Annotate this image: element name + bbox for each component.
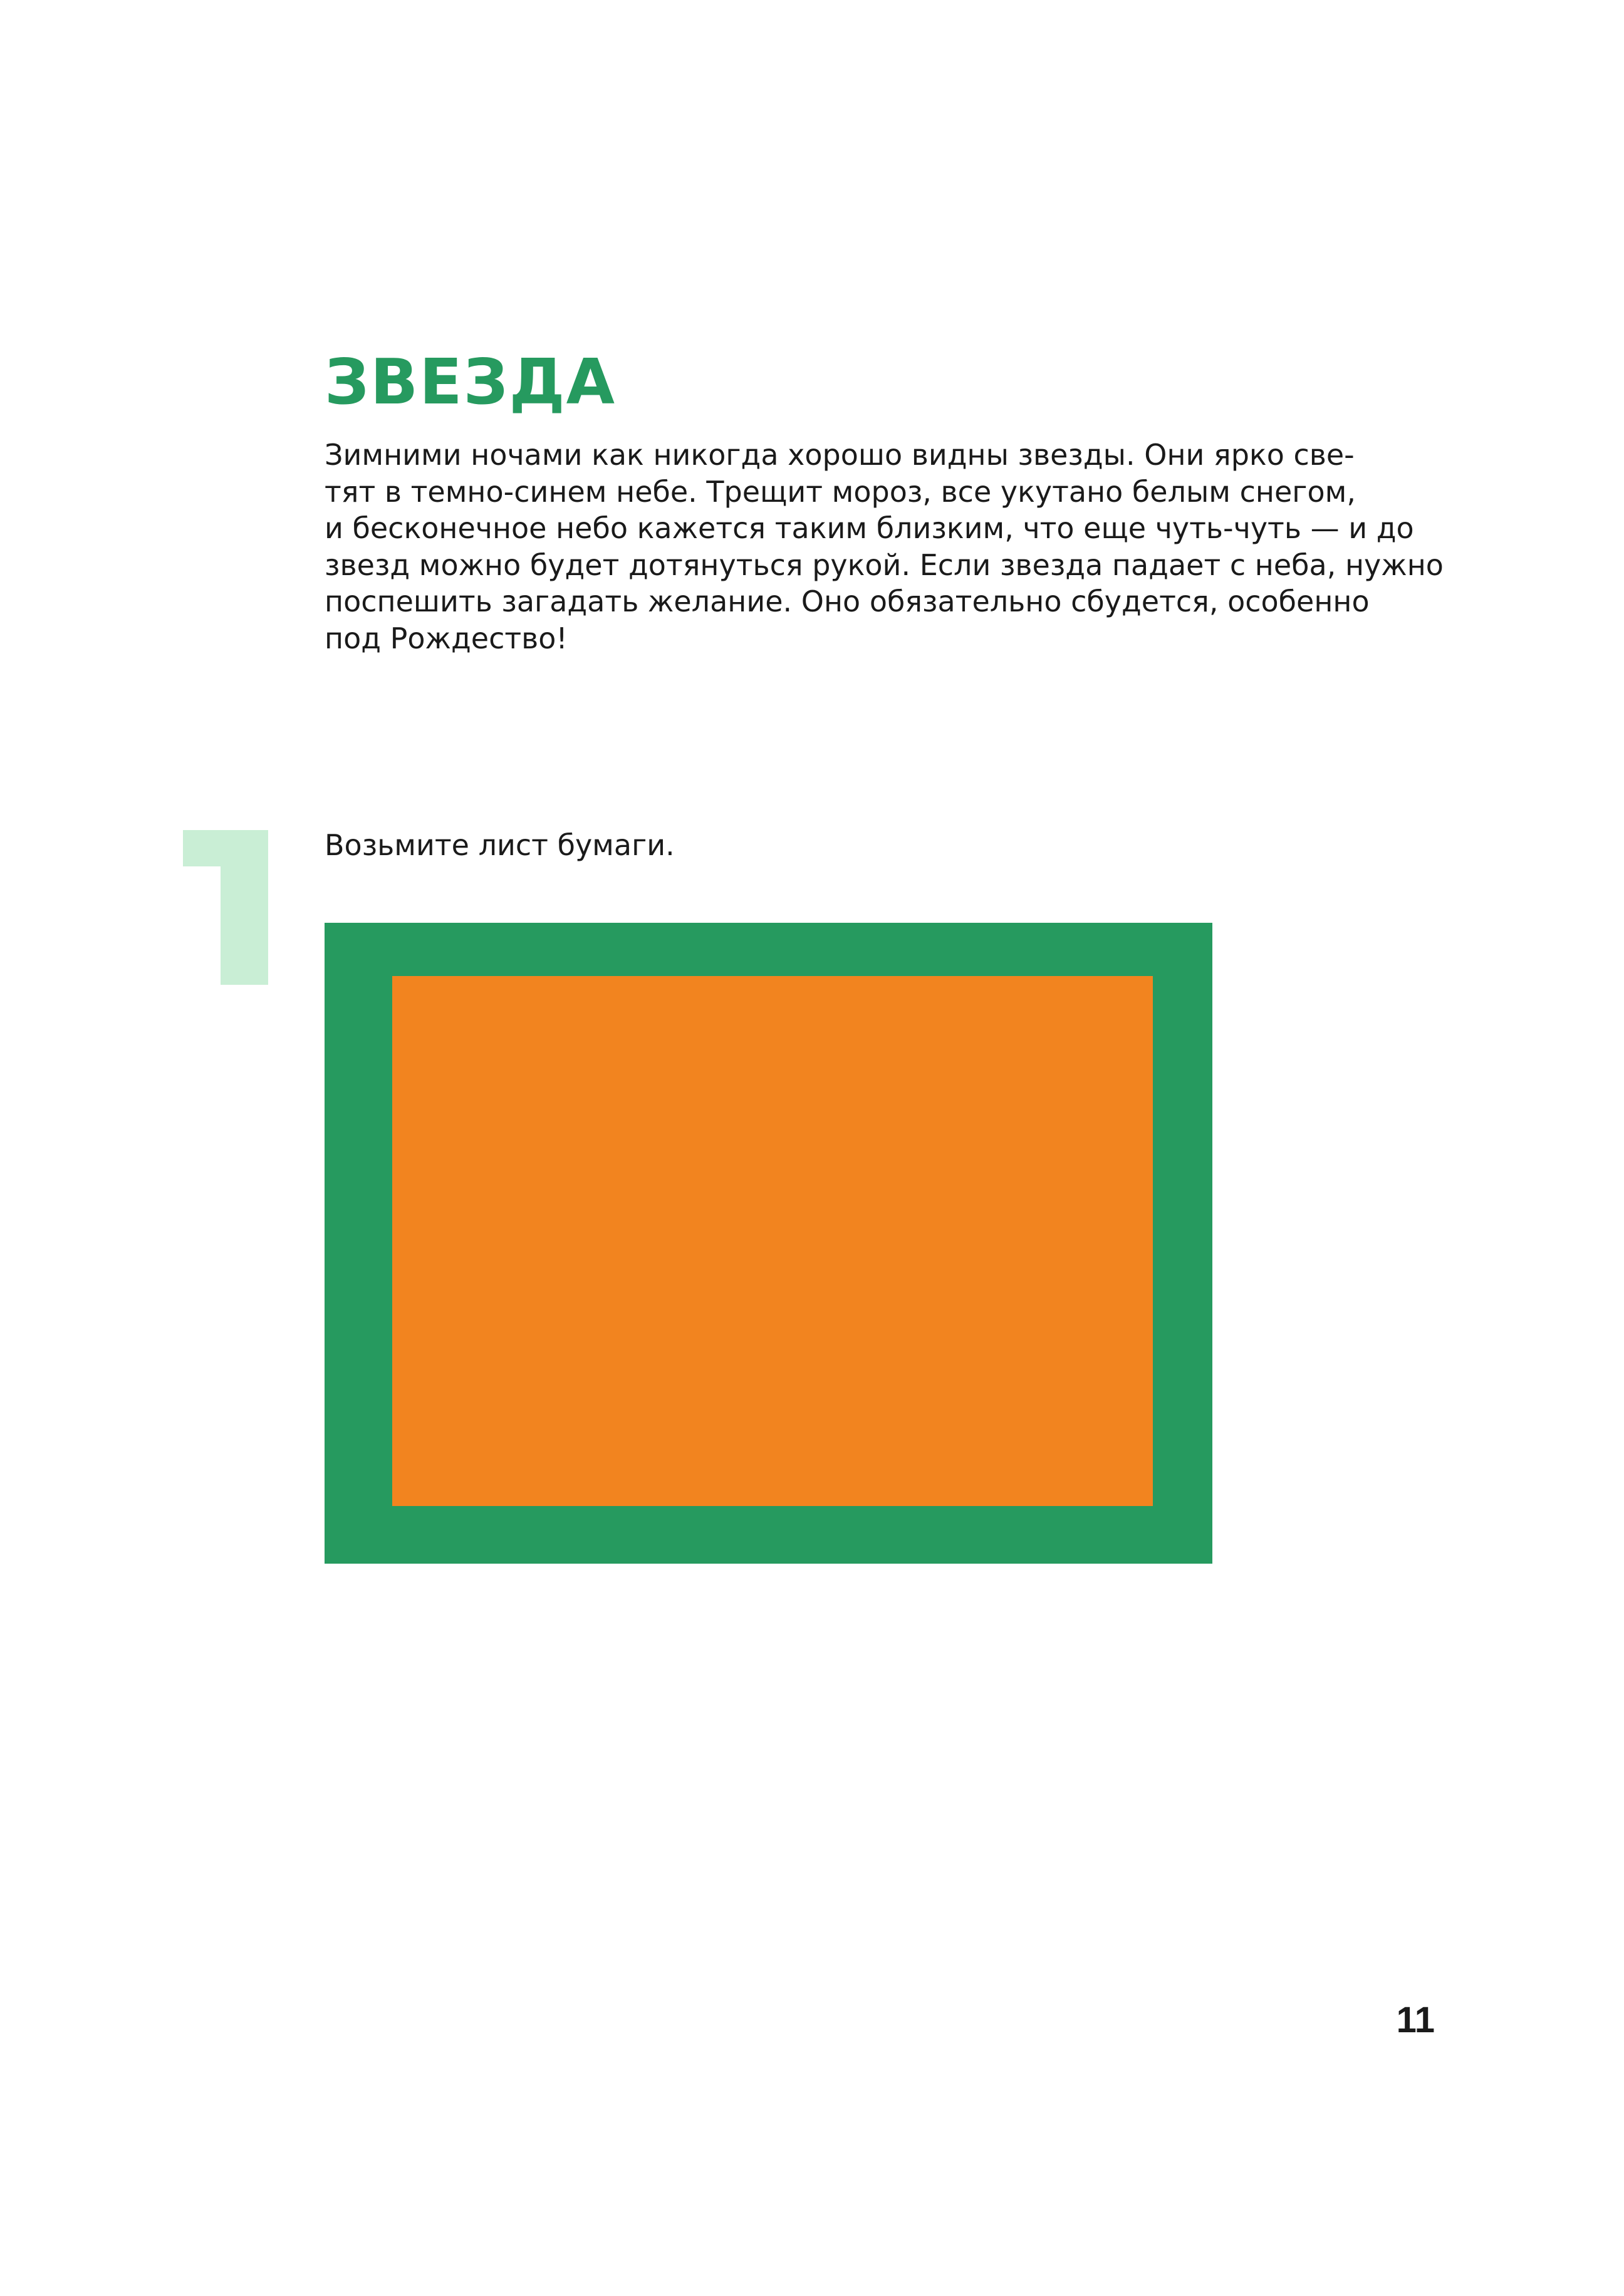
illustration-canvas — [325, 923, 1212, 1564]
page-number: 11 — [1396, 2000, 1435, 2040]
step-number-glyph — [183, 830, 268, 985]
intro-line: под Рождество! — [325, 621, 568, 655]
intro-line: Зимними ночами как никогда хорошо видны звезды. Они ярко све- — [325, 438, 1355, 472]
intro-line: звезд можно будет дотянуться рукой. Если звезда падает с неба, нужно — [325, 548, 1444, 582]
orange-paper-sheet — [392, 976, 1153, 1506]
intro-line: и бесконечное небо кажется таким близким, что еще чуть-чуть — и до — [325, 511, 1414, 545]
step-instruction: Возьмите лист бумаги. — [325, 828, 675, 862]
step-number — [183, 830, 268, 985]
intro-line: поспешить загадать желание. Оно обязательно сбудется, особенно — [325, 584, 1370, 618]
paper-sheet-illustration — [325, 923, 1212, 1564]
intro-line: тят в темно-синем небе. Трещит мороз, все укутано белым снегом, — [325, 474, 1356, 509]
page-title: ЗВЕЗДА — [325, 345, 617, 418]
intro-paragraph — [325, 437, 1515, 657]
